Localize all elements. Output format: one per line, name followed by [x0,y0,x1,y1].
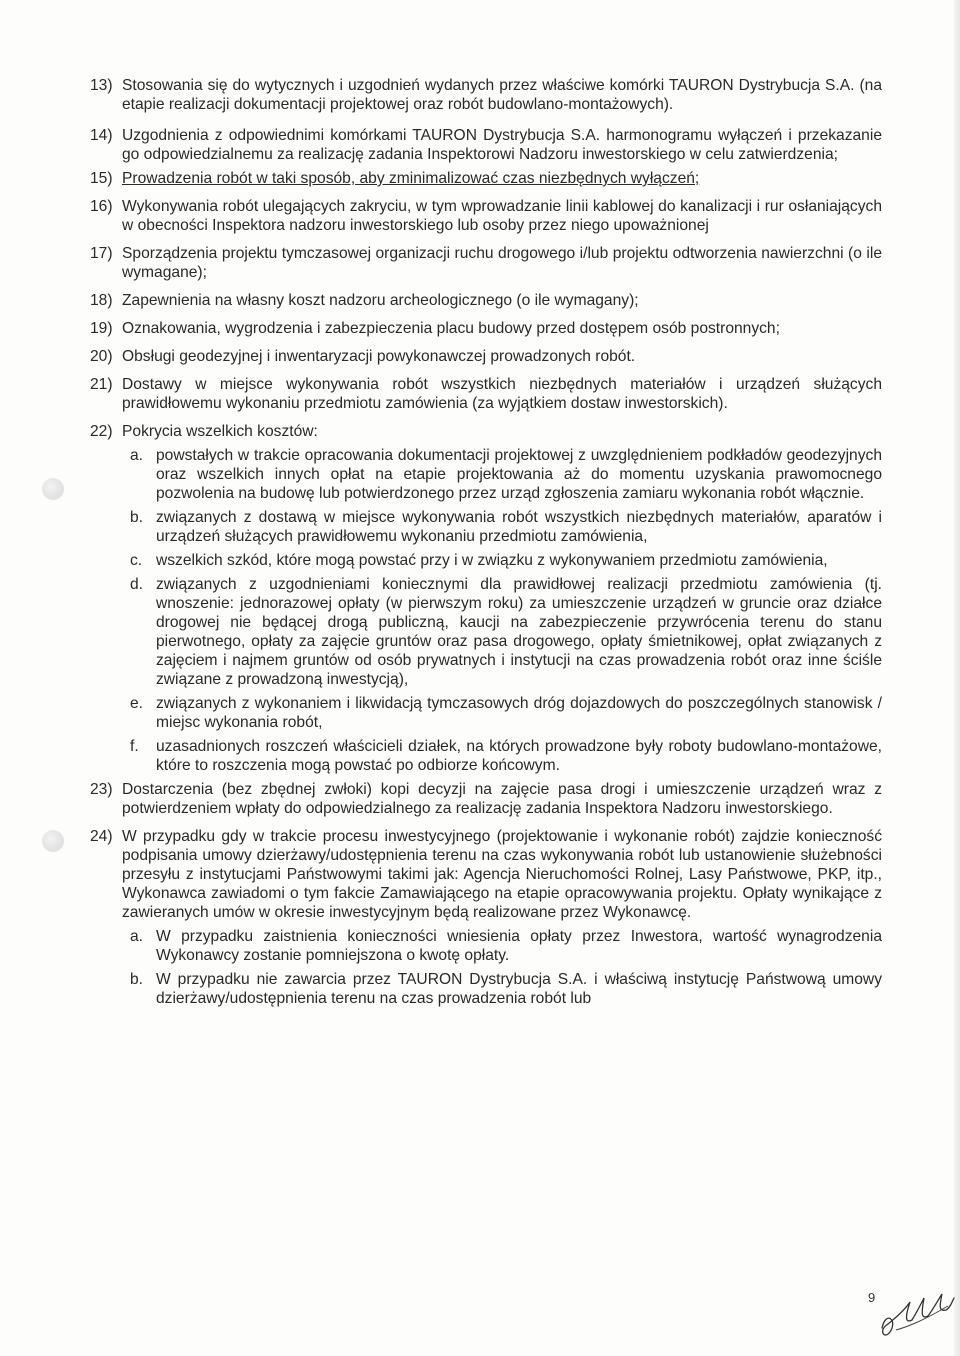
sub-item-text: związanych z wykonaniem i likwidacją tymczasowych dróg dojazdowych do poszczególnych stanowisk / miejsc wykonania robót, [156,695,882,731]
page-edge [954,0,960,1356]
sub-item-letter: a. [130,447,144,464]
item-text: Uzgodnienia z odpowiednimi komórkami TAURON Dystrybucja S.A. harmonogramu wyłączeń i przekazanie go odpowiedzialnemu za realizację zadania Inspektorowi Nadzoru inwestorskiego w celu zatwierdzenia; [122,127,882,163]
item-text: Dostarczenia (bez zbędnej zwłoki) kopi decyzji na zajęcie pasa drogi i umieszczenie urządzeń wraz z potwierdzeniem wpłaty do odpowiedzialnego za realizację zadania Inspektora Nadzoru inwestorskiego. [122,781,882,817]
list-item-19 [90,319,882,338]
item-number: 15) [90,170,113,187]
sub-item-text: związanych z uzgodnieniami koniecznymi dla prawidłowej realizacji przedmiotu zamówienia (tj. wnoszenie: jednorazowej opłaty (w pierwszym roku) za umieszczenie urządzeń w gruncie oraz działce drogowej nie będącej drogą publiczną, kaucji na zabezpieczenie przywrócenia terenu do stanu pierwotnego, opłaty za zajęcie gruntów oraz pasa drogowego, opłaty śmietnikowej, opłat związanych z zajęciem i najmem gruntów od osób prywatnych i instytucji na czas prowadzenia robót oraz inne ściśle związane z prowadzoną inwestycją), [156,576,882,688]
sub-item-letter: e. [130,695,144,712]
item-number: 14) [90,127,113,144]
punch-hole-top [42,478,64,500]
sub-item-letter: b. [130,509,144,526]
item-number: 20) [90,348,113,365]
list-item-21 [90,375,882,413]
item-number: 23) [90,781,113,798]
item-text: Stosowania się do wytycznych i uzgodnień wydanych przez właściwe komórki TAURON Dystrybucja S.A. (na etapie realizacji dokumentacji projektowej oraz robót budowlano-montażowych). [122,77,882,113]
item-text: Pokrycia wszelkich kosztów: [122,423,318,440]
list-item-24 [90,827,882,1008]
sublist-24 [130,927,882,1008]
item-number: 13) [90,77,113,94]
handwritten-signature [876,1280,956,1342]
list-item-16 [90,197,882,235]
sub-item-24b [130,970,882,1008]
sub-item-text: powstałych w trakcie opracowania dokumentacji projektowej z uwzględnieniem podkładów geodezyjnych oraz wszelkich innych opłat na etapie projektowania aż do momentu uzyskania prawomocnego pozwolenia na budowę lub potwierdzonego przez urząd zgłoszenia zamiaru wykonania robót włącznie. [156,447,882,502]
sub-item-letter: b. [130,971,144,988]
sub-item-letter: d. [130,576,144,593]
item-text: Zapewnienia na własny koszt nadzoru archeologicznego (o ile wymagany); [122,292,639,309]
sub-item-22d [130,575,882,689]
sub-item-text: związanych z dostawą w miejsce wykonywania robót wszystkich niezbędnych materiałów, aparatów i urządzeń służących prawidłowemu wykonaniu przedmiotu zamówienia, [156,509,882,545]
sub-item-text: uzasadnionych roszczeń właścicieli działek, na których prowadzone były roboty budowlano-montażowe, które to roszczenia mogą powstać po odbiorze końcowym. [156,738,882,774]
item-text: Dostawy w miejsce wykonywania robót wszystkich niezbędnych materiałów i urządzeń służących prawidłowemu wykonaniu przedmiotu zamówienia (za wyjątkiem dostaw inwestorskich). [122,376,882,412]
item-number: 16) [90,198,113,215]
list-item-17 [90,244,882,282]
list-item-18 [90,291,882,310]
sub-item-22e [130,694,882,732]
list-item-22 [90,422,882,775]
sub-item-letter: f. [130,738,139,755]
page-number: 9 [868,1290,876,1305]
list-item-15 [90,169,882,188]
sub-item-22c [130,551,882,570]
sub-item-22b [130,508,882,546]
item-text: Prowadzenia robót w taki sposób, aby zminimalizować czas niezbędnych wyłączeń; [122,170,700,187]
list-item-14 [90,126,882,164]
item-number: 22) [90,423,113,440]
sub-item-text: W przypadku nie zawarcia przez TAURON Dystrybucja S.A. i właściwą instytucję Państwową umowy dzierżawy/udostępnienia terenu na czas prowadzenia robót lub [156,971,882,1007]
sub-item-22f [130,737,882,775]
item-number: 24) [90,828,113,845]
item-text: Wykonywania robót ulegających zakryciu, w tym wprowadzanie linii kablowej do kanalizacji i rur osłaniających w obecności Inspektora nadzoru inwestorskiego lub osoby przez niego upoważnionej [122,198,882,234]
sub-item-text: W przypadku zaistnienia konieczności wniesienia opłaty przez Inwestora, wartość wynagrodzenia Wykonawcy zostanie pomniejszona o kwotę opłaty. [156,928,882,964]
list-item-13 [90,76,882,114]
item-text: Obsługi geodezyjnej i inwentaryzacji powykonawczej prowadzonych robót. [122,348,636,365]
punch-hole-bottom [42,830,64,852]
document-body [90,76,882,1013]
sub-item-22a [130,446,882,503]
sub-item-24a [130,927,882,965]
item-text: Oznakowania, wygrodzenia i zabezpieczenia placu budowy przed dostępem osób postronnych; [122,320,780,337]
item-text: Sporządzenia projektu tymczasowej organizacji ruchu drogowego i/lub projektu odtworzenia nawierzchni (o ile wymagane); [122,245,882,281]
list-item-20 [90,347,882,366]
list-item-23 [90,780,882,818]
item-number: 17) [90,245,113,262]
item-number: 18) [90,292,113,309]
item-number: 19) [90,320,113,337]
sub-item-letter: c. [130,552,143,569]
sub-item-text: wszelkich szkód, które mogą powstać przy i w związku z wykonywaniem przedmiotu zamówienia, [156,552,828,569]
sublist-22 [130,446,882,775]
item-number: 21) [90,376,113,393]
sub-item-letter: a. [130,928,144,945]
item-text: W przypadku gdy w trakcie procesu inwestycyjnego (projektowanie i wykonanie robót) zajdzie konieczność podpisania umowy dzierżawy/udostępnienia terenu na czas wykonywania robót lub ustanowienie służebności przesyłu z instytucjami Państwowymi takimi jak: Agencja Nieruchomości Rolnej, Lasy Państwowe, PKP, itp., Wykonawca zawiadomi o tym fakcie Zamawiającego na etapie opracowywania projektu. Opłaty wynikające z zawieranych umów w okresie inwestycyjnym będą realizowane przez Wykonawcę. [122,828,882,921]
